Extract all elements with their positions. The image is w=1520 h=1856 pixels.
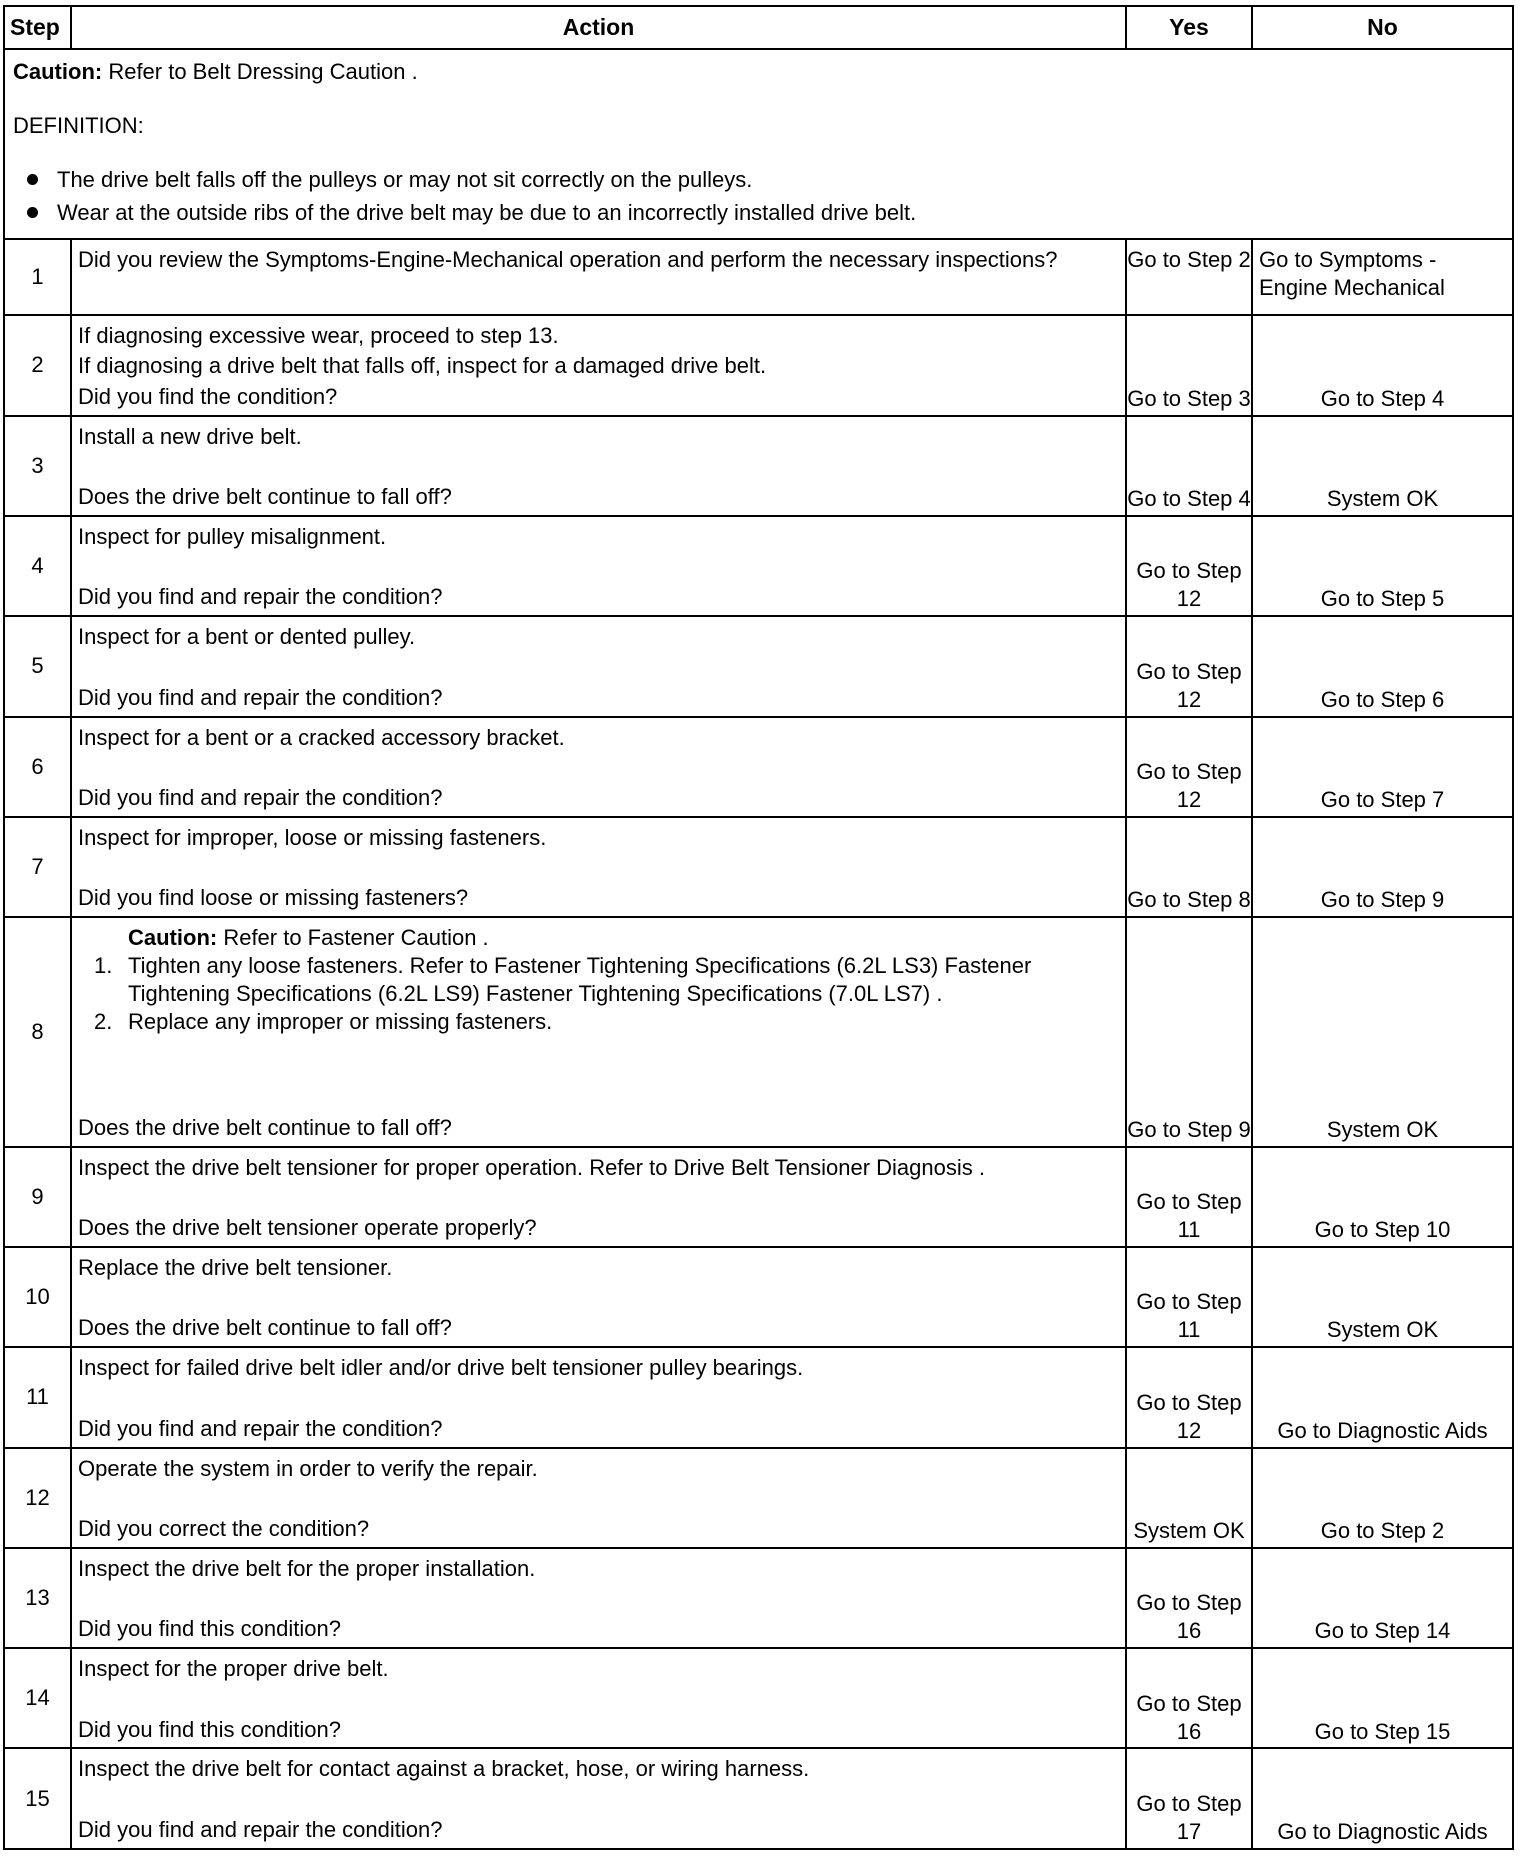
- step-action: [71, 1247, 1126, 1347]
- action-line: Did you find and repair the condition?: [78, 684, 443, 710]
- action-line: Inspect for pulley misalignment.: [78, 523, 387, 549]
- step-row: [4, 717, 1513, 817]
- step-no-result: Go to Step 7: [1252, 717, 1513, 817]
- header-action: Action: [71, 6, 1126, 49]
- step-yes-result: Go to Step 16: [1126, 1648, 1252, 1748]
- header-yes: Yes: [1126, 6, 1252, 49]
- step-row: [4, 315, 1513, 415]
- sub-step-list: [78, 952, 1119, 1036]
- action-lines: [78, 724, 1119, 812]
- action-line: If diagnosing excessive wear, proceed to step 13.: [78, 323, 559, 349]
- step-row: [4, 1448, 1513, 1548]
- step-no-result: Go to Step 4: [1252, 315, 1513, 415]
- action-block: [78, 924, 1119, 1036]
- action-lines: [78, 1354, 1119, 1442]
- bullet-icon: [27, 207, 38, 218]
- step-no-result: System OK: [1252, 416, 1513, 516]
- step-action: [71, 416, 1126, 516]
- step-action: [71, 917, 1126, 1146]
- action-line: Did you find this condition?: [78, 1616, 341, 1642]
- action-line: Install a new drive belt.: [78, 423, 302, 449]
- intro-cell: [4, 49, 1513, 239]
- fastener-caution-label: Caution:: [128, 925, 218, 951]
- step-number: 9: [4, 1147, 71, 1247]
- header-no: No: [1252, 6, 1513, 49]
- step-number: 6: [4, 717, 71, 817]
- sub-step-text: Replace any improper or missing fasteners.: [128, 1008, 553, 1034]
- step-row: [4, 817, 1513, 917]
- step-action: [71, 315, 1126, 415]
- step-yes-result: Go to Step 16: [1126, 1548, 1252, 1648]
- step-yes-result: Go to Step 12: [1126, 516, 1252, 616]
- action-lines: [78, 322, 1119, 410]
- action-line: Does the drive belt continue to fall off?: [78, 483, 452, 509]
- step-no-result: Go to Diagnostic Aids: [1252, 1748, 1513, 1849]
- step-action: [71, 1147, 1126, 1247]
- step-row: [4, 416, 1513, 516]
- step-number: 14: [4, 1648, 71, 1748]
- action-lines: [78, 1555, 1119, 1643]
- action-line: Inspect the drive belt for the proper installation.: [78, 1555, 536, 1581]
- diagnostic-table-container: [3, 5, 1512, 1850]
- action-line: Did you find and repair the condition?: [78, 1817, 443, 1843]
- step-yes-result: Go to Step 9: [1126, 917, 1252, 1146]
- intro-caution-label: Caution:: [13, 59, 103, 84]
- action-line: Inspect for the proper drive belt.: [78, 1656, 389, 1682]
- step-yes-result: Go to Step 12: [1126, 1347, 1252, 1447]
- action-line: Did you find and repair the condition?: [78, 784, 443, 810]
- action-lines: [78, 623, 1119, 711]
- step-no-result: Go to Step 6: [1252, 616, 1513, 716]
- header-row: [4, 6, 1513, 49]
- step-no-result: Go to Step 10: [1252, 1147, 1513, 1247]
- step-yes-result: System OK: [1126, 1448, 1252, 1548]
- step-number: 4: [4, 516, 71, 616]
- step-no-result: Go to Step 15: [1252, 1648, 1513, 1748]
- sub-step-item: [94, 952, 1119, 1008]
- action-lines: [78, 1154, 1119, 1242]
- step-no-result: Go to Step 2: [1252, 1448, 1513, 1548]
- action-lines: [78, 423, 1119, 511]
- action-lines: [78, 1455, 1119, 1543]
- step-row: [4, 1247, 1513, 1347]
- intro-bullet-text: Wear at the outside ribs of the drive belt may be due to an incorrectly installed drive belt.: [57, 199, 917, 225]
- action-line: Inspect for a bent or a cracked accessory bracket.: [78, 724, 565, 750]
- action-line: Inspect for improper, loose or missing fasteners.: [78, 824, 547, 850]
- action-lines: [78, 1655, 1119, 1743]
- step-number: 15: [4, 1748, 71, 1849]
- step-action: [71, 1648, 1126, 1748]
- step-no-result: Go to Symptoms - Engine Mechanical: [1252, 239, 1513, 315]
- action-line: Did you find this condition?: [78, 1716, 341, 1742]
- action-line: Does the drive belt tensioner operate properly?: [78, 1214, 537, 1240]
- step-action: [71, 717, 1126, 817]
- action-lines: [78, 1254, 1119, 1342]
- intro-bullet-list: [13, 166, 1506, 227]
- action-line: Did you find loose or missing fasteners?: [78, 885, 469, 911]
- step-number: 7: [4, 817, 71, 917]
- step-number: 5: [4, 616, 71, 716]
- intro-definition-label: DEFINITION:: [13, 112, 144, 138]
- intro-caution: [13, 58, 1506, 86]
- action-line: Inspect the drive belt for contact against a bracket, hose, or wiring harness.: [78, 1756, 810, 1782]
- step-action: [71, 616, 1126, 716]
- action-line: Inspect for failed drive belt idler and/or drive belt tensioner pulley bearings.: [78, 1355, 804, 1381]
- diagnostic-table: [3, 5, 1514, 1850]
- step-yes-result: Go to Step 12: [1126, 616, 1252, 716]
- step-yes-result: Go to Step 17: [1126, 1748, 1252, 1849]
- step-row: [4, 616, 1513, 716]
- action-line: Inspect for a bent or dented pulley.: [78, 624, 416, 650]
- step-yes-result: Go to Step 11: [1126, 1147, 1252, 1247]
- fastener-caution: [78, 924, 1119, 952]
- step-row: [4, 239, 1513, 315]
- step-yes-result: Go to Step 11: [1126, 1247, 1252, 1347]
- step-number: 13: [4, 1548, 71, 1648]
- step-number: 1: [4, 239, 71, 315]
- step-yes-result: Go to Step 4: [1126, 416, 1252, 516]
- action-line: Inspect the drive belt tensioner for proper operation. Refer to Drive Belt Tensioner Diagnosis .: [78, 1154, 985, 1180]
- step-number: 2: [4, 315, 71, 415]
- action-line: Did you find and repair the condition?: [78, 1415, 443, 1441]
- step-action: [71, 1548, 1126, 1648]
- action-lines: [78, 246, 1119, 310]
- intro-bullet-text: The drive belt falls off the pulleys or may not sit correctly on the pulleys.: [57, 166, 753, 192]
- step-action: [71, 1448, 1126, 1548]
- intro-bullet-item: [27, 166, 1506, 194]
- step-no-result: System OK: [1252, 917, 1513, 1146]
- step-number: 10: [4, 1247, 71, 1347]
- bullet-icon: [27, 174, 38, 185]
- action-line: Did you correct the condition?: [78, 1515, 370, 1541]
- step-row: [4, 1147, 1513, 1247]
- sub-step-item: [94, 1008, 1119, 1036]
- step-row: [4, 1548, 1513, 1648]
- step-no-result: System OK: [1252, 1247, 1513, 1347]
- step-action: [71, 516, 1126, 616]
- action-line: Does the drive belt continue to fall off?: [78, 1315, 452, 1341]
- sub-step-number: 2.: [94, 1008, 113, 1034]
- step-yes-result: Go to Step 2: [1126, 239, 1252, 315]
- action-line: Did you find the condition?: [78, 383, 338, 409]
- step-no-result: Go to Diagnostic Aids: [1252, 1347, 1513, 1447]
- action-line: Did you review the Symptoms-Engine-Mechanical operation and perform the necessary inspections?: [78, 247, 1058, 273]
- fastener-caution-text: Refer to Fastener Caution .: [217, 925, 489, 951]
- step-row: [4, 516, 1513, 616]
- sub-step-text: Tighten any loose fasteners. Refer to Fastener Tightening Specifications (6.2L LS3) Fastener Tightening Specifications (6.2L LS9) Fastener Tightening Specifications (7.0L LS7) .: [128, 953, 1032, 1007]
- intro-row: [4, 49, 1513, 239]
- step-yes-result: Go to Step 3: [1126, 315, 1252, 415]
- action-lines: [78, 824, 1119, 912]
- action-lines: [78, 523, 1119, 611]
- step-row: [4, 1648, 1513, 1748]
- action-line: Did you find and repair the condition?: [78, 584, 443, 610]
- action-line: If diagnosing a drive belt that falls off, inspect for a damaged drive belt.: [78, 353, 767, 379]
- action-question: Does the drive belt continue to fall off?: [78, 1114, 452, 1140]
- intro-caution-text: Refer to Belt Dressing Caution .: [102, 59, 418, 84]
- step-number: 8: [4, 917, 71, 1146]
- action-line: Operate the system in order to verify the repair.: [78, 1455, 538, 1481]
- step-action: [71, 239, 1126, 315]
- step-yes-result: Go to Step 8: [1126, 817, 1252, 917]
- step-number: 11: [4, 1347, 71, 1447]
- sub-step-number: 1.: [94, 953, 113, 979]
- step-number: 12: [4, 1448, 71, 1548]
- step-no-result: Go to Step 5: [1252, 516, 1513, 616]
- step-row: [4, 917, 1513, 1146]
- action-lines: [78, 924, 1119, 1141]
- step-action: [71, 817, 1126, 917]
- action-line: Replace the drive belt tensioner.: [78, 1254, 393, 1280]
- action-lines: [78, 1755, 1119, 1844]
- step-action: [71, 1347, 1126, 1447]
- step-yes-result: Go to Step 12: [1126, 717, 1252, 817]
- step-no-result: Go to Step 9: [1252, 817, 1513, 917]
- step-action: [71, 1748, 1126, 1849]
- header-step: Step: [4, 6, 71, 49]
- step-row: [4, 1748, 1513, 1849]
- step-number: 3: [4, 416, 71, 516]
- intro-bullet-item: [27, 199, 1506, 227]
- step-row: [4, 1347, 1513, 1447]
- step-no-result: Go to Step 14: [1252, 1548, 1513, 1648]
